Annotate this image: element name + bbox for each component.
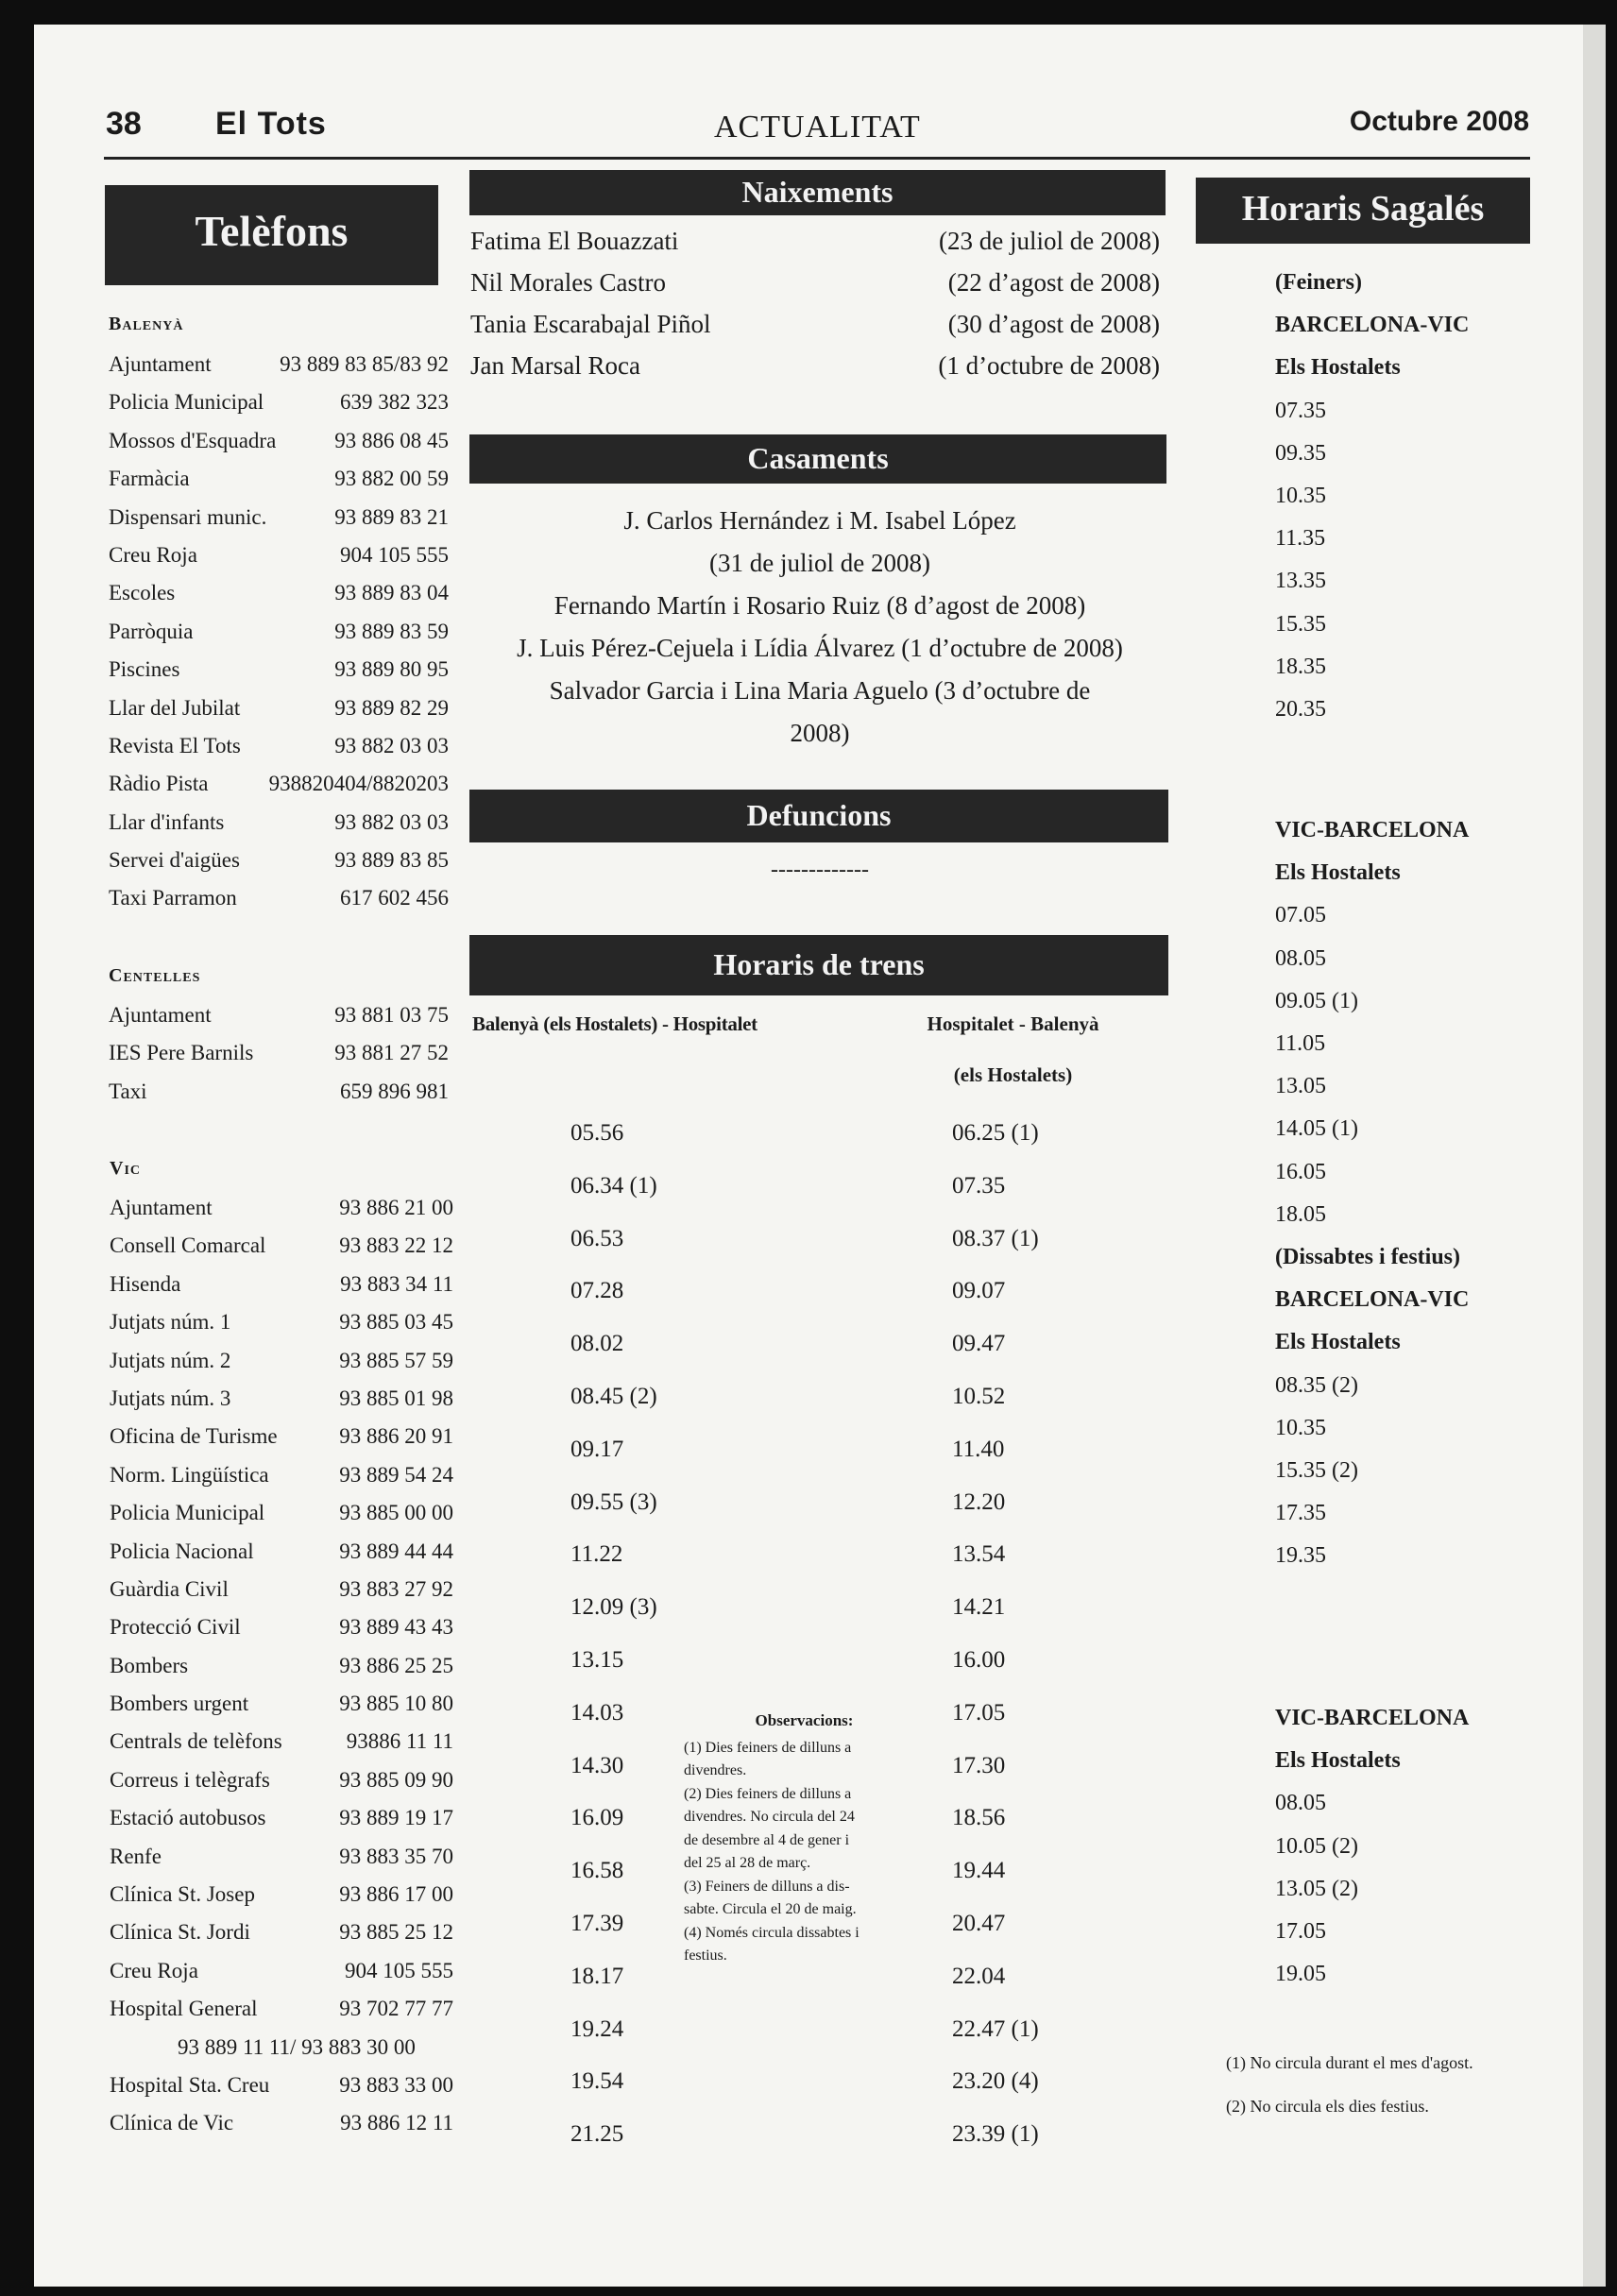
phone-entry-number: 93 889 83 85/83 92 (280, 352, 449, 376)
phone-entry-number: 93 885 57 59 (339, 1348, 453, 1372)
page-edge (1583, 25, 1606, 2287)
birth-entry (470, 310, 1160, 351)
section-heading-balenya: Balenyà (109, 314, 184, 334)
phone-entry-name: Policia Municipal (109, 390, 264, 415)
phone-entry-number: 938820404/8820203 (268, 772, 449, 796)
sagales-time: 16.05 (1275, 1159, 1326, 1184)
phone-entry-number: 93 886 08 45 (334, 428, 449, 452)
train-time: 17.05 (952, 1699, 1006, 1726)
phone-entry-name: Policia Nacional (110, 1539, 254, 1563)
phone-entry-number: 93 886 17 00 (339, 1882, 453, 1907)
phone-entry-name: Piscines (109, 657, 180, 682)
phone-entry-number: 93 889 83 21 (334, 504, 449, 529)
phone-entry-name: Servei d'aigües (109, 848, 240, 873)
phone-entry (110, 1956, 453, 1994)
phone-entry (110, 2108, 453, 2146)
sagales-time: 15.35 (1275, 611, 1326, 637)
sagales-heading: (Dissabtes i festius) (1275, 1245, 1460, 1269)
phone-entry-name: Mossos d'Esquadra (109, 428, 277, 452)
train-time: 23.20 (4) (952, 2068, 1039, 2095)
phone-entry-name: Creu Roja (109, 542, 197, 567)
phone-entry-name: Clínica St. Josep (110, 1882, 255, 1907)
telefons-title: Telèfons (105, 185, 438, 285)
sagales-time: 08.35 (2) (1275, 1372, 1358, 1398)
sagales-time: 10.35 (1275, 484, 1326, 508)
phone-entry-number: 93 883 22 12 (339, 1233, 453, 1258)
phone-entry (109, 655, 449, 692)
phone-entry (109, 426, 449, 464)
train-observations (684, 1709, 925, 1968)
observations-title: Observacions: (755, 1711, 854, 1729)
sagales-heading: Els Hostalets (1275, 1330, 1401, 1355)
sagales-time: 19.35 (1275, 1543, 1326, 1569)
phone-entry-number: 93 882 00 59 (334, 467, 449, 491)
phone-entry (109, 502, 449, 540)
phone-entry-number: 93 889 83 85 (334, 848, 449, 873)
train-time: 09.17 (570, 1436, 624, 1462)
train-time: 14.03 (570, 1699, 624, 1726)
phone-entry-name: Clínica St. Jordi (110, 1920, 250, 1945)
sagales-title: Horaris Sagalés (1196, 178, 1530, 244)
sagales-time: 13.35 (1275, 569, 1326, 594)
phone-entry-name: Clínica de Vic (110, 2111, 234, 2135)
train-time: 17.39 (570, 1911, 624, 1936)
phone-entry (110, 1689, 453, 1726)
phone-entry-number: 93 883 35 70 (339, 1844, 453, 1868)
phone-entry (109, 1000, 449, 1038)
defuncions-text: ------------- (771, 858, 869, 882)
train-time: 06.53 (570, 1225, 624, 1251)
phone-entry (109, 617, 449, 655)
phone-entry-name: Hospital Sta. Creu (110, 2072, 270, 2097)
phone-entry-number: 93 889 83 04 (334, 581, 449, 605)
sagales-time: 15.35 (2) (1275, 1458, 1358, 1483)
phone-entry-number: 93 885 09 90 (339, 1767, 453, 1792)
train-time: 11.22 (570, 1541, 623, 1568)
phone-entry-number: 93 882 03 03 (334, 733, 449, 757)
train-time: 12.09 (3) (570, 1594, 657, 1621)
phone-entry (110, 1460, 453, 1498)
phone-entry-number: 93 881 27 52 (334, 1041, 449, 1065)
sagales-time: 08.05 (1275, 1791, 1326, 1816)
phone-list-centelles (109, 1000, 449, 1114)
phone-entry (110, 1994, 453, 2032)
phone-entry-name: Farmàcia (109, 467, 190, 491)
train-time: 05.56 (570, 1120, 624, 1146)
phone-entry-number: 93 889 80 95 (334, 657, 449, 682)
trens-title: Horaris de trens (469, 935, 1168, 995)
phone-entry (109, 883, 449, 921)
phone-entry (110, 1765, 453, 1803)
sagales-time: 10.35 (1275, 1415, 1326, 1440)
phone-entry-name: Ajuntament (109, 1003, 212, 1027)
phone-entry-name: Norm. Lingüística (110, 1462, 269, 1487)
birth-entry (470, 268, 1160, 310)
train-time: 20.47 (952, 1911, 1006, 1936)
train-time: 09.07 (952, 1278, 1006, 1304)
phone-entry (110, 2032, 453, 2070)
phone-entry (110, 1917, 453, 1955)
phone-entry (110, 1346, 453, 1384)
casament-line: Salvador Garcia i Lina Maria Aguelo (3 d’octubre de (549, 676, 1091, 705)
sagales-time: 13.05 (2) (1275, 1876, 1358, 1901)
train-time: 10.52 (952, 1384, 1006, 1409)
train-time: 11.40 (952, 1436, 1005, 1462)
issue-date: Octubre 2008 (1349, 106, 1529, 137)
phone-entry (110, 1651, 453, 1689)
train-time: 21.25 (570, 2121, 624, 2148)
train-col1-header: Balenyà (els Hostalets) - Hospitalet (472, 1012, 757, 1035)
phone-entry-number: 639 382 323 (340, 390, 449, 415)
train-time: 12.20 (952, 1488, 1006, 1515)
phone-entry-number: 93 889 19 17 (339, 1806, 453, 1830)
phone-entry-name: Ajuntament (109, 352, 212, 376)
phone-entry (110, 1574, 453, 1612)
header-rule (104, 157, 1530, 160)
train-time: 13.54 (952, 1541, 1006, 1568)
casament-line: Fernando Martín i Rosario Ruiz (8 d’agost de 2008) (553, 591, 1086, 620)
phone-entry-number: 93 885 01 98 (339, 1386, 453, 1410)
phone-entry-name: Hospital General (110, 1997, 258, 2021)
section-title: ACTUALITAT (714, 110, 921, 145)
train-time: 19.24 (570, 2015, 624, 2042)
birth-entry (470, 227, 1160, 268)
phone-entry (109, 349, 449, 387)
defuncions-title: Defuncions (469, 790, 1168, 842)
sagales-time: 14.05 (1) (1275, 1116, 1358, 1142)
phone-entry-number: 93 883 27 92 (339, 1576, 453, 1601)
phone-entry (109, 540, 449, 578)
birth-entry (470, 351, 1160, 393)
phone-entry-name: Llar d'infants (109, 809, 225, 834)
phone-entry-name: Jutjats núm. 2 (110, 1348, 231, 1372)
birth-date: (30 d’agost de 2008) (947, 310, 1160, 338)
phone-entry-number: 93 889 54 24 (339, 1462, 453, 1487)
phone-entry-name: Ràdio Pista (109, 772, 209, 796)
phone-entry-number: 93 886 25 25 (339, 1653, 453, 1677)
birth-date: (1 d’octubre de 2008) (938, 351, 1160, 380)
observation-line: festius. (684, 1947, 727, 1964)
birth-name: Fatima El Bouazzati (470, 227, 679, 255)
train-col2-header: Hospitalet - Balenyà (927, 1012, 1099, 1035)
phone-entry (110, 1269, 453, 1307)
phone-entry (110, 1193, 453, 1231)
phone-entry (110, 1537, 453, 1574)
sagales-heading: (Feiners) (1275, 270, 1362, 295)
birth-name: Nil Morales Castro (470, 268, 666, 297)
sagales-time: 17.35 (1275, 1501, 1326, 1526)
train-time: 09.55 (3) (570, 1488, 657, 1515)
sagales-heading: Els Hostalets (1275, 1748, 1401, 1774)
train-time: 06.25 (1) (952, 1120, 1039, 1146)
sagales-heading: BARCELONA-VIC (1275, 313, 1470, 338)
phone-entry-name: Ajuntament (110, 1196, 213, 1219)
sagales-time: 09.35 (1275, 440, 1326, 466)
casament-line: 2008) (790, 719, 850, 747)
observations-list (684, 1737, 925, 1968)
train-time: 22.47 (1) (952, 2015, 1039, 2042)
naixements-title: Naixements (469, 170, 1166, 215)
phone-entry-number: 93 889 82 29 (334, 695, 449, 720)
casament-line: (31 de juliol de 2008) (709, 549, 930, 577)
sagales-time: 18.35 (1275, 654, 1326, 679)
observation-line: de desembre al 4 de gener i (684, 1831, 850, 1848)
observation-line: divendres. (684, 1762, 747, 1778)
sagales-time: 20.35 (1275, 697, 1326, 722)
phone-entry (110, 1384, 453, 1421)
train-time: 08.02 (570, 1331, 624, 1357)
sagales-time: 18.05 (1275, 1201, 1326, 1227)
phone-entry-name: Consell Comarcal (110, 1233, 266, 1258)
train-time: 13.15 (570, 1647, 624, 1673)
phone-entry (109, 578, 449, 616)
sagales-time: 07.05 (1275, 903, 1326, 928)
sagales-time: 09.05 (1) (1275, 988, 1358, 1013)
train-time: 06.34 (1) (570, 1172, 657, 1199)
phone-entry-number: 93 881 03 75 (334, 1003, 449, 1027)
phone-entry-name: Dispensari munic. (109, 504, 267, 529)
train-col2-header-sub: (els Hostalets) (953, 1063, 1073, 1086)
phone-entry-name: Jutjats núm. 3 (110, 1386, 231, 1410)
phone-entry-number: 93 889 44 44 (339, 1539, 453, 1563)
phone-entry (109, 464, 449, 502)
phone-entry-number: 93 885 10 80 (339, 1692, 453, 1716)
train-time: 22.04 (952, 1963, 1006, 1989)
phone-entry-number: 659 896 981 (340, 1079, 449, 1103)
phone-entry (109, 1038, 449, 1076)
phone-entry-name: Parròquia (109, 619, 194, 643)
observation-line: (4) Només circula dissabtes i (684, 1924, 860, 1941)
train-time: 14.21 (952, 1594, 1006, 1621)
phone-entry (109, 808, 449, 845)
phone-entry (110, 1879, 453, 1917)
phone-entry-number: 93886 11 11 (346, 1729, 453, 1754)
phone-entry-number: 93 886 20 91 (339, 1424, 453, 1449)
sagales-time: 07.35 (1275, 398, 1326, 423)
phone-entry-name: Estació autobusos (110, 1806, 266, 1830)
sagales-time: 13.05 (1275, 1074, 1326, 1099)
birth-name: Tania Escarabajal Piñol (470, 310, 711, 338)
section-heading-vic: Vic (110, 1158, 142, 1179)
observation-line: sabte. Circula el 20 de maig. (684, 1901, 857, 1917)
phone-entry-name: Renfe (110, 1844, 162, 1868)
sagales-time: 08.05 (1275, 945, 1326, 971)
train-time: 16.09 (570, 1805, 624, 1831)
phone-entry-number: 617 602 456 (340, 886, 449, 910)
train-time: 16.58 (570, 1858, 624, 1884)
sagales-heading: VIC-BARCELONA (1275, 818, 1470, 842)
sagales-time: 19.05 (1275, 1962, 1326, 1987)
phone-entry-number: 93 886 21 00 (339, 1196, 453, 1219)
phone-entry-number: 93 889 83 59 (334, 619, 449, 643)
phone-entry-name: Correus i telègrafs (110, 1767, 270, 1792)
phone-entry (109, 845, 449, 883)
train-time: 07.28 (570, 1278, 624, 1304)
observation-line: (2) Dies feiners de dilluns a (684, 1785, 852, 1802)
phone-entry (110, 1803, 453, 1841)
phone-entry (109, 769, 449, 807)
publication-name: El Tots (215, 106, 327, 142)
section-heading-centelles: Centelles (109, 965, 201, 986)
train-time: 09.47 (952, 1331, 1006, 1357)
phone-entry-name: Guàrdia Civil (110, 1576, 229, 1601)
phone-entry (109, 387, 449, 425)
phone-entry (110, 1842, 453, 1879)
observation-line: divendres. No circula del 24 (684, 1809, 855, 1825)
phone-entry-number: 93 882 03 03 (334, 809, 449, 834)
phone-entry-name: Jutjats núm. 1 (110, 1310, 231, 1335)
sagales-note: (1) No circula durant el mes d'agost. (1226, 2053, 1473, 2072)
phone-entry (110, 1498, 453, 1536)
phone-entry-number: 904 105 555 (340, 542, 449, 567)
phone-entry-name: Protecció Civil (110, 1615, 241, 1640)
phone-entry-name: Oficina de Turisme (110, 1424, 278, 1449)
phone-entry-number: 93 885 25 12 (339, 1920, 453, 1945)
train-time: 23.39 (1) (952, 2121, 1039, 2148)
phone-entry (109, 731, 449, 769)
phone-entry-name: Escoles (109, 581, 176, 605)
observation-line: (3) Feiners de dilluns a dis- (684, 1878, 850, 1895)
phone-entry (109, 1077, 449, 1114)
phone-entry-number: 93 889 11 11/ 93 883 30 00 (178, 2034, 416, 2059)
birth-date: (23 de juliol de 2008) (939, 227, 1160, 255)
birth-name: Jan Marsal Roca (470, 351, 640, 380)
casament-line: J. Carlos Hernández i M. Isabel López (623, 506, 1016, 535)
phone-entry-number: 93 883 34 11 (340, 1271, 453, 1296)
phone-entry-name: Creu Roja (110, 1958, 198, 1982)
sagales-note: (2) No circula els dies festius. (1226, 2097, 1429, 2116)
observation-line: (1) Dies feiners de dilluns a (684, 1739, 852, 1756)
phone-entry-name: Revista El Tots (109, 733, 241, 757)
phone-entry-name: Policia Municipal (110, 1501, 265, 1525)
train-time: 19.54 (570, 2068, 624, 2095)
train-time: 17.30 (952, 1752, 1006, 1778)
phone-entry-number: 93 885 00 00 (339, 1501, 453, 1525)
page-number: 38 (106, 106, 142, 142)
phone-entry-number: 93 889 43 43 (339, 1615, 453, 1640)
train-time: 08.45 (2) (570, 1384, 657, 1409)
phone-entry-number: 93 885 03 45 (339, 1310, 453, 1335)
phone-entry (110, 1307, 453, 1345)
sagales-time: 11.05 (1275, 1031, 1326, 1056)
phone-entry-name: Bombers urgent (110, 1692, 249, 1716)
phone-entry (110, 1726, 453, 1764)
phone-entry-name: Hisenda (110, 1271, 181, 1296)
casaments-title: Casaments (469, 434, 1166, 484)
train-time: 14.30 (570, 1752, 624, 1778)
train-time: 16.00 (952, 1647, 1006, 1673)
phone-entry-name: Taxi Parramon (109, 886, 237, 910)
phone-entry-name: Centrals de telèfons (110, 1729, 282, 1754)
phone-entry (110, 1612, 453, 1650)
phone-entry-number: 904 105 555 (345, 1958, 453, 1982)
phone-entry (109, 693, 449, 731)
sagales-time: 11.35 (1275, 526, 1326, 552)
phone-entry-number: 93 702 77 77 (339, 1997, 453, 2021)
train-time: 18.17 (570, 1963, 624, 1989)
phone-entry (110, 1421, 453, 1459)
phone-entry-name: Bombers (110, 1653, 189, 1677)
sagales-heading: Els Hostalets (1275, 860, 1401, 886)
phone-entry-name: Taxi (109, 1079, 147, 1103)
phone-entry-number: 93 886 12 11 (340, 2111, 453, 2135)
train-time: 08.37 (1) (952, 1225, 1039, 1251)
phone-list-balenya (109, 349, 449, 922)
phone-entry (110, 2070, 453, 2108)
sagales-heading: BARCELONA-VIC (1275, 1287, 1470, 1313)
birth-date: (22 d’agost de 2008) (947, 268, 1160, 297)
phone-list-vic (110, 1193, 453, 2147)
sagales-heading: Els Hostalets (1275, 355, 1401, 381)
train-time: 19.44 (952, 1858, 1006, 1884)
train-time: 07.35 (952, 1172, 1006, 1199)
observation-line: del 25 al 28 de març. (684, 1855, 811, 1871)
phone-entry-name: IES Pere Barnils (109, 1041, 254, 1065)
phone-entry-number: 93 883 33 00 (339, 2072, 453, 2097)
phone-entry-name: Llar del Jubilat (109, 695, 241, 720)
sagales-time: 10.05 (2) (1275, 1833, 1358, 1859)
sagales-time: 17.05 (1275, 1919, 1326, 1944)
phone-entry (110, 1231, 453, 1268)
train-time: 18.56 (952, 1805, 1006, 1831)
sagales-heading: VIC-BARCELONA (1275, 1706, 1470, 1730)
casament-line: J. Luis Pérez-Cejuela i Lídia Álvarez (1 d’octubre de 2008) (517, 634, 1123, 662)
